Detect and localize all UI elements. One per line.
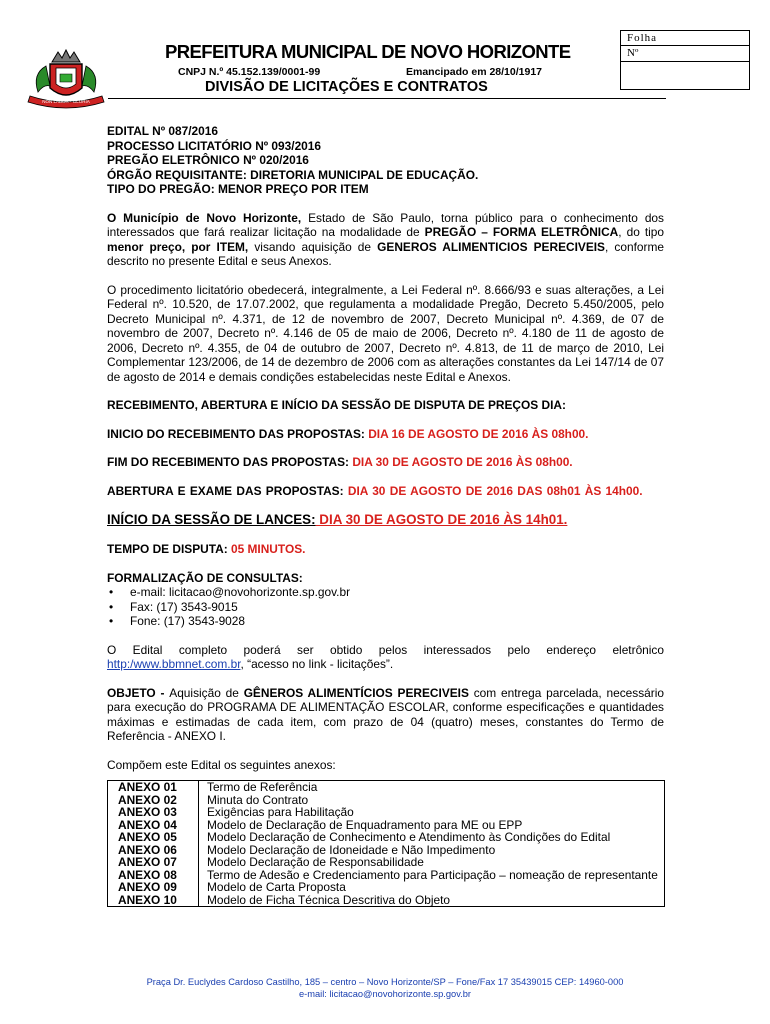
anexo-description: Modelo de Carta Proposta <box>199 881 665 894</box>
abertura-value: DIA 30 DE AGOSTO DE 2016 DAS 08h01 ÀS 14h00. <box>347 483 643 498</box>
table-row <box>108 856 665 869</box>
anexo-description: Termo de Referência <box>199 781 665 794</box>
page-title: PREFEITURA MUNICIPAL DE NOVO HORIZONTE <box>165 41 571 62</box>
tempo-value: 05 MINUTOS. <box>230 542 306 556</box>
division-title: DIVISÃO DE LICITAÇÕES E CONTRATOS <box>205 79 488 95</box>
anexo-number: ANEXO 06 <box>108 844 199 857</box>
anexo-number: ANEXO 05 <box>108 831 199 844</box>
document-body <box>107 124 664 907</box>
tempo-label: TEMPO DE DISPUTA: <box>107 542 231 556</box>
objeto-text-1: Aquisição de <box>169 685 244 700</box>
objeto-item: GÊNEROS ALIMENTÍCIOS PERECIVEIS <box>243 685 469 700</box>
schedule-heading: RECEBIMENTO, ABERTURA E INÍCIO DA SESSÃO DE DISPUTA DE PREÇOS DIA: <box>107 398 566 412</box>
inicio-label: INICIO DO RECEBIMENTO DAS PROPOSTAS: <box>107 426 369 441</box>
orgao-requisitante: ÓRGÃO REQUISITANTE: DIRETORIA MUNICIPAL DE EDUCAÇÃO. <box>107 167 479 182</box>
objeto-text-2: com entrega parcelada, necessário para execução do PROGRAMA DE ALIMENTAÇÃO ESCOLAR, conforme especificações e quantidades máximas e estimadas de cada item, com prazo de 04 (quatro) meses, constantes do Termo de Referência - ANEXO I. <box>107 685 664 743</box>
edital-link-suffix: , “acesso no link - licitações”. <box>240 657 394 671</box>
folha-number-label: Nº <box>621 46 749 62</box>
header-divider <box>108 98 666 99</box>
svg-text:NON LABOR · GLORIA: NON LABOR · GLORIA <box>42 99 90 104</box>
coat-of-arms-logo <box>20 44 112 110</box>
anexo-number: ANEXO 10 <box>108 894 199 907</box>
anexo-description: Termo de Adesão e Credenciamento para Participação – nomeação de representante <box>199 869 665 882</box>
anexo-description: Modelo Declaração de Responsabilidade <box>199 856 665 869</box>
intro-paragraph <box>107 211 664 269</box>
footer-address: Praça Dr. Euclydes Cardoso Castilho, 185 – centro – Novo Horizonte/SP – Fone/Fax 17 35439015 CEP: 14960-000 <box>146 977 624 987</box>
table-row <box>108 869 665 882</box>
objeto-label: OBJETO - <box>107 685 170 700</box>
consultas-list <box>107 585 664 629</box>
anexo-description: Minuta do Contrato <box>199 794 665 807</box>
cnpj: CNPJ N.º 45.152.139/0001-99 <box>178 66 321 78</box>
anexo-number: ANEXO 03 <box>108 806 199 819</box>
consultas-heading: FORMALIZAÇÃO DE CONSULTAS: <box>107 570 303 585</box>
anexo-description: Modelo de Ficha Técnica Descritiva do Objeto <box>199 894 665 907</box>
intro-objeto: GENEROS ALIMENTICIOS PERECIVEIS <box>377 239 605 254</box>
edital-number: EDITAL Nº 087/2016 <box>107 124 218 138</box>
inicio-recebimento <box>107 427 664 442</box>
fim-label: FIM DO RECEBIMENTO DAS PROPOSTAS: <box>107 455 353 469</box>
folha-label: Folha <box>621 31 749 46</box>
inicio-lances <box>107 512 664 528</box>
lances-value: DIA 30 DE AGOSTO DE 2016 ÀS 14h01. <box>315 512 568 527</box>
anexo-number: ANEXO 07 <box>108 856 199 869</box>
footer <box>60 977 710 1000</box>
fim-recebimento <box>107 455 664 470</box>
table-row <box>108 794 665 807</box>
table-row <box>108 881 665 894</box>
table-row <box>108 781 665 794</box>
tipo-pregao: TIPO DO PREGÃO: MENOR PREÇO POR ITEM <box>107 182 369 196</box>
bbmnet-link[interactable]: http:/www.bbmnet.com.br <box>107 657 241 671</box>
legal-paragraph: O procedimento licitatório obedecerá, integralmente, a Lei Federal nº. 8.666/93 e suas alterações, a Lei Federal nº. 10.520, de 17.07.2002, que regulamenta a modalidade Pregão, Decreto 5.450/2005, pelo Decreto Municipal nº. 4.371, de 12 de novembro de 2007, Decreto Municipal nº. 4.369, de 07 de novembro de 2007, Decreto nº. 4.146 de 05 de maio de 2006, Decreto nº. 4.180 de 11 de agosto de 2006, Decreto nº. 4.355, de 04 de outubro de 2007, Decreto nº. 4.813, de 11 de março de 2010, Lei Complementar 123/2006, de 14 de dezembro de 2006 com as alterações constantes da Lei 147/14 de 07 de agosto de 2014 e demais condições estabelecidas neste Edital e Anexos. <box>107 282 664 384</box>
emancipation-date: Emancipado em 28/10/1917 <box>406 66 542 78</box>
intro-text-4: , conforme descrito no presente Edital e seus Anexos. <box>107 239 664 268</box>
anexo-number: ANEXO 01 <box>108 781 199 794</box>
abertura-propostas <box>107 484 664 499</box>
footer-email: e-mail: licitacao@novohorizonte.sp.gov.br <box>298 988 472 999</box>
intro-modalidade: PREGÃO – FORMA ELETRÔNICA <box>424 225 619 239</box>
folha-box <box>620 30 750 90</box>
consulta-fax: • Fax: (17) 3543-9015 <box>107 600 664 615</box>
abertura-label: ABERTURA E EXAME DAS PROPOSTAS: <box>107 483 348 498</box>
consulta-email: • e-mail: licitacao@novohorizonte.sp.gov.br <box>107 585 664 600</box>
edital-link-text: O Edital completo poderá ser obtido pelos interessados pelo endereço eletrônico <box>107 642 664 657</box>
id-block <box>107 124 664 197</box>
intro-tipo: menor preço, por ITEM, <box>107 239 249 254</box>
consulta-fone: • Fone: (17) 3543-9028 <box>107 614 664 629</box>
intro-text-1: Estado de São Paulo, torna público para o conhecimento dos interessados que fará realizar licitação na modalidade de <box>107 210 664 239</box>
intro-municipio: O Município de Novo Horizonte, <box>107 210 302 225</box>
anexo-description: Modelo de Declaração de Enquadramento para ME ou EPP <box>199 819 665 832</box>
fim-value: DIA 30 DE AGOSTO DE 2016 ÀS 08h00. <box>352 455 573 469</box>
anexo-description: Modelo Declaração de Idoneidade e Não Impedimento <box>199 844 665 857</box>
inicio-value: DIA 16 DE AGOSTO DE 2016 ÀS 08h00. <box>368 426 589 441</box>
table-row <box>108 894 665 907</box>
intro-text-2: , do tipo <box>618 225 664 239</box>
anexos-table <box>107 780 665 907</box>
anexo-number: ANEXO 04 <box>108 819 199 832</box>
anexo-number: ANEXO 09 <box>108 881 199 894</box>
anexo-description: Modelo Declaração de Conhecimento e Atendimento às Condições do Edital <box>199 831 665 844</box>
anexos-intro: Compõem este Edital os seguintes anexos: <box>107 757 336 772</box>
processo-number: PROCESSO LICITATÓRIO Nº 093/2016 <box>107 138 322 153</box>
objeto-paragraph <box>107 686 664 744</box>
table-row <box>108 806 665 819</box>
edital-link-paragraph <box>107 643 664 672</box>
tempo-disputa <box>107 542 664 557</box>
anexo-number: ANEXO 02 <box>108 794 199 807</box>
table-row <box>108 831 665 844</box>
anexo-description: Exigências para Habilitação <box>199 806 665 819</box>
pregao-number: PREGÃO ELETRÔNICO Nº 020/2016 <box>107 153 309 167</box>
anexo-number: ANEXO 08 <box>108 869 199 882</box>
lances-label: INÍCIO DA SESSÃO DE LANCES: <box>107 512 316 527</box>
intro-text-3: visando aquisição de <box>248 239 378 254</box>
